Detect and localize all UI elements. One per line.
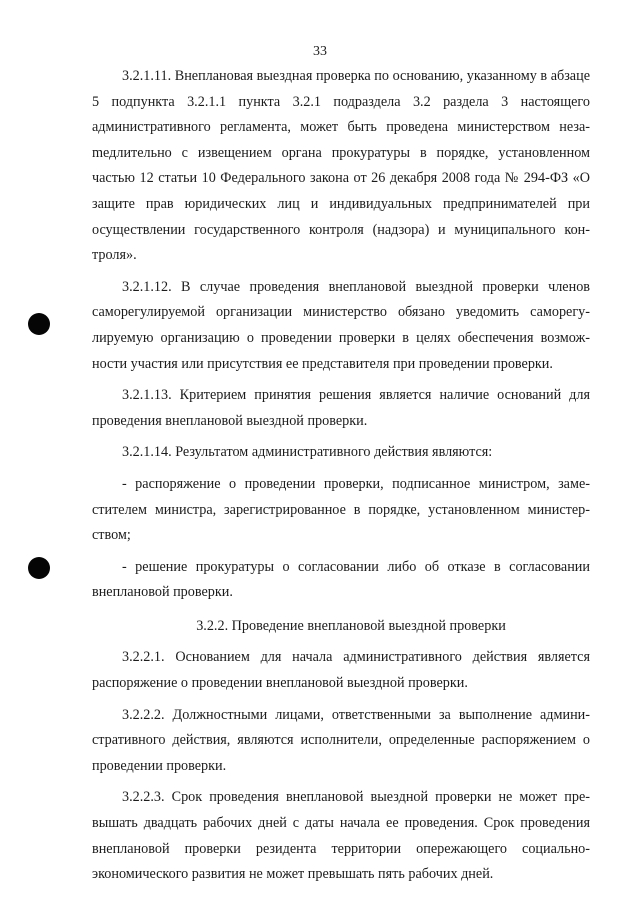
paragraph-3-2-1-12: 3.2.1.12. В случае проведения внеплановой выездной проверки членов саморегулируемой организации министерство обязано уведомить саморегулируемую организацию о проведении проверки в целях обеспечения возможности участия или присутствия ее представителя при проведении проверки. [92, 278, 590, 372]
paragraph-3-2-1-13: 3.2.1.13. Критерием принятия решения является наличие оснований для проведения внеплановой выездной проверки. [92, 387, 590, 429]
document-body [92, 64, 590, 888]
paragraph-3-2-1-14: 3.2.1.14. Результатом административного действия являются: [122, 444, 493, 461]
punch-hole [28, 557, 50, 579]
section-heading-3-2-2: 3.2.2. Проведение внеплановой выездной проверки [196, 617, 506, 634]
list-item-prosecutor-decision: - решение прокуратуры о согласовании либо об отказе в согласовании внеплановой проверки. [92, 558, 590, 601]
list-item-order: - распоряжение о проведении проверки, подписанное министром, заместителем министра, зарегистрированное в порядке, установленном министерством; [92, 475, 590, 544]
paragraph-3-2-1-11: 3.2.1.11. Внеплановая выездная проверка по основанию, указанному в абзаце 5 подпункта 3.2.1.1 пункта 3.2.1 подраздела 3.2 раздела 3 настоящего административного регламента, может быть проведена министерством незаmедлительно с извещением органа прокуратуры в порядке, установленном частью 12 статьи 10 Федерального закона от 26 декабря 2008 года № 294-ФЗ «О защите прав юридических лиц и индивидуальных предпринимателей при осуществлении государственного контроля (надзора) и муниципального контроля». [92, 68, 590, 264]
paragraph-3-2-2-3: 3.2.2.3. Срок проведения внеплановой выездной проверки не может превышать двадцать рабочих дней с даты начала ее проведения. Срок проведения внеплановой проверки резидента территории опережающего социально-экономического развития не может превышать пять рабочих дней. [92, 789, 590, 883]
paragraph-3-2-2-1: 3.2.2.1. Основанием для начала административного действия является распоряжение о проведении внеплановой выездной проверки. [92, 649, 590, 692]
paragraph-3-2-2-2: 3.2.2.2. Должностными лицами, ответственными за выполнение административного действия, являются исполнители, определенные распоряжением о проведении проверки. [92, 706, 590, 774]
page-number: 33 [313, 44, 327, 59]
punch-hole [28, 313, 50, 335]
